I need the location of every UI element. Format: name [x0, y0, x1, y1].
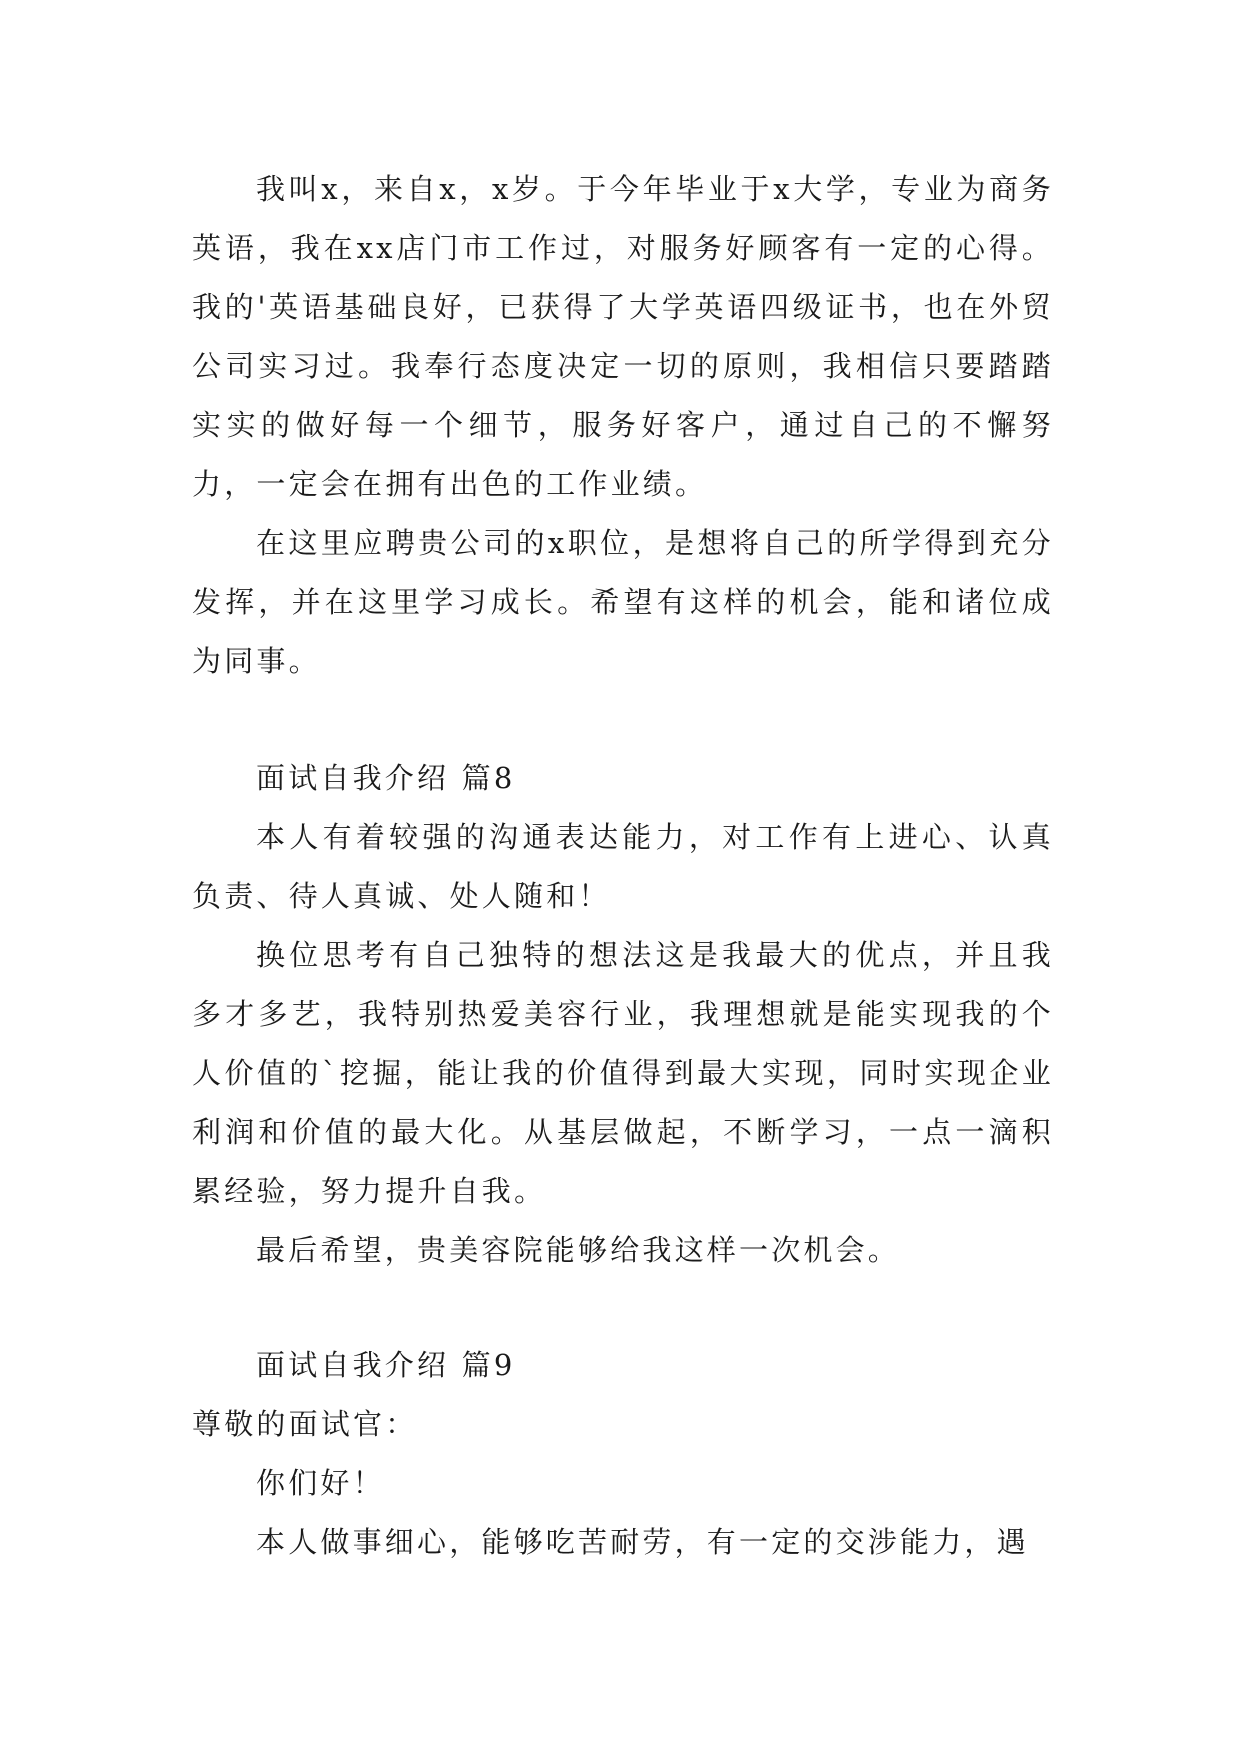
paragraph-s8-1: 本人有着较强的沟通表达能力，对工作有上进心、认真负责、待人真诚、处人随和！ — [192, 820, 1054, 913]
paragraph-application: 在这里应聘贵公司的x职位，是想将自己的所学得到充分发挥，并在这里学习成长。希望有这样的机会，能和诸位成为同事。 — [192, 526, 1054, 678]
paragraph-s8-2: 换位思考有自己独特的想法这是我最大的优点，并且我多才多艺，我特别热爱美容行业，我理想就是能实现我的个人价值的`挖掘，能让我的价值得到最大实现，同时实现企业利润和价值的最大化。从基层做起，不断学习，一点一滴积累经验，努力提升自我。 — [192, 938, 1054, 1208]
paragraph-s9-1: 本人做事细心，能够吃苦耐劳，有一定的交涉能力，遇 — [256, 1525, 1029, 1559]
section-heading-8: 面试自我介绍 篇8 — [256, 761, 516, 795]
paragraph-s8-3: 最后希望，贵美容院能够给我这样一次机会。 — [256, 1233, 901, 1267]
section-spacer — [192, 691, 1054, 749]
section-spacer — [192, 1280, 1054, 1336]
greeting: 你们好！ — [256, 1466, 385, 1500]
document-body — [192, 160, 1054, 1572]
salutation: 尊敬的面试官： — [192, 1407, 418, 1441]
paragraph-intro: 我叫x，来自x，x岁。于今年毕业于x大学，专业为商务英语，我在xx店门市工作过，对服务好顾客有一定的心得。我的'英语基础良好，已获得了大学英语四级证书，也在外贸公司实习过。我奉行态度决定一切的原则，我相信只要踏踏实实的做好每一个细节，服务好客户，通过自己的不懈努力，一定会在拥有出色的工作业绩。 — [192, 172, 1054, 501]
section-heading-9: 面试自我介绍 篇9 — [256, 1348, 516, 1382]
